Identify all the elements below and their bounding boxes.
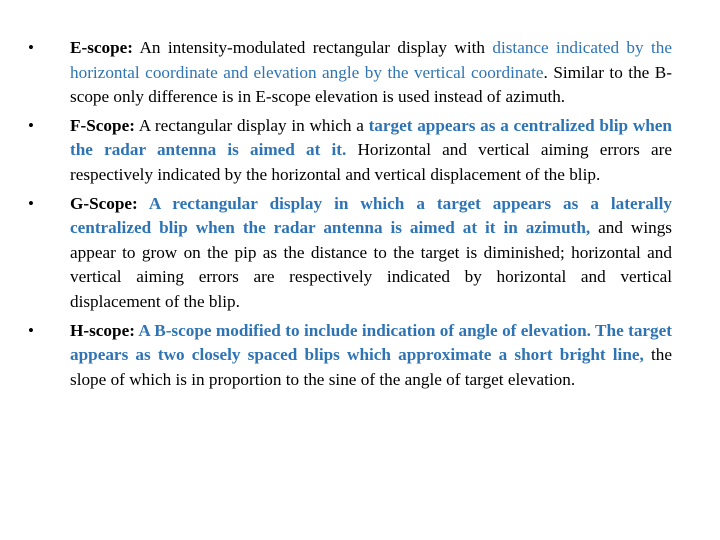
f-scope-desc-3: Horizontal and vertical aiming errors are respectively indicated by the horizontal and vertical displacement of the blip. xyxy=(70,140,672,184)
term-e-scope: E-scope: xyxy=(70,38,134,57)
bullet-icon: • xyxy=(28,115,34,135)
h-scope-desc-2: the slope of which is in proportion to the sine of the angle of target elevation. xyxy=(70,345,673,389)
g-scope-desc-2: and wings appear to grow on the pip as the distance to the target is diminished; horizontal and vertical aiming errors are respectively indicated by horizontal and vertical displacement of the blip. xyxy=(70,218,672,311)
bullet-item-e-scope xyxy=(28,36,673,110)
term-h-scope: H-scope: xyxy=(70,320,135,340)
f-scope-desc-2: target appears as a centralized blip when the radar antenna is aimed at it. xyxy=(70,115,672,160)
term-f-scope: F-Scope: xyxy=(70,115,135,135)
f-scope-desc-1: A rectangular display in which a xyxy=(134,115,369,135)
bullet-item-h-scope xyxy=(28,319,673,393)
bullet-icon: • xyxy=(28,193,34,213)
bullet-list xyxy=(28,36,673,396)
g-scope-desc-1: A rectangular display in which a target appears as a laterally centralized blip when the radar antenna is aimed at it in azimuth, xyxy=(70,193,672,238)
term-g-scope: G-Scope: xyxy=(70,193,138,213)
e-scope-desc-1: An intensity-modulated rectangular display with xyxy=(133,38,493,57)
bullet-item-g-scope xyxy=(28,192,672,315)
bullet-icon: • xyxy=(28,320,34,340)
e-scope-desc-2: distance indicated by the horizontal coordinate and elevation angle by the vertical coordinate xyxy=(70,38,673,82)
h-scope-desc-1: A B-scope modified to include indication of angle of elevation. The target appears as two closely spaced blips which approximate a short bright line, xyxy=(70,320,672,365)
bullet-icon: • xyxy=(28,38,34,57)
e-scope-desc-3: . Similar to the B-scope only difference is in E-scope elevation is used instead of azimuth. xyxy=(70,62,672,107)
bullet-item-f-scope xyxy=(28,114,672,188)
